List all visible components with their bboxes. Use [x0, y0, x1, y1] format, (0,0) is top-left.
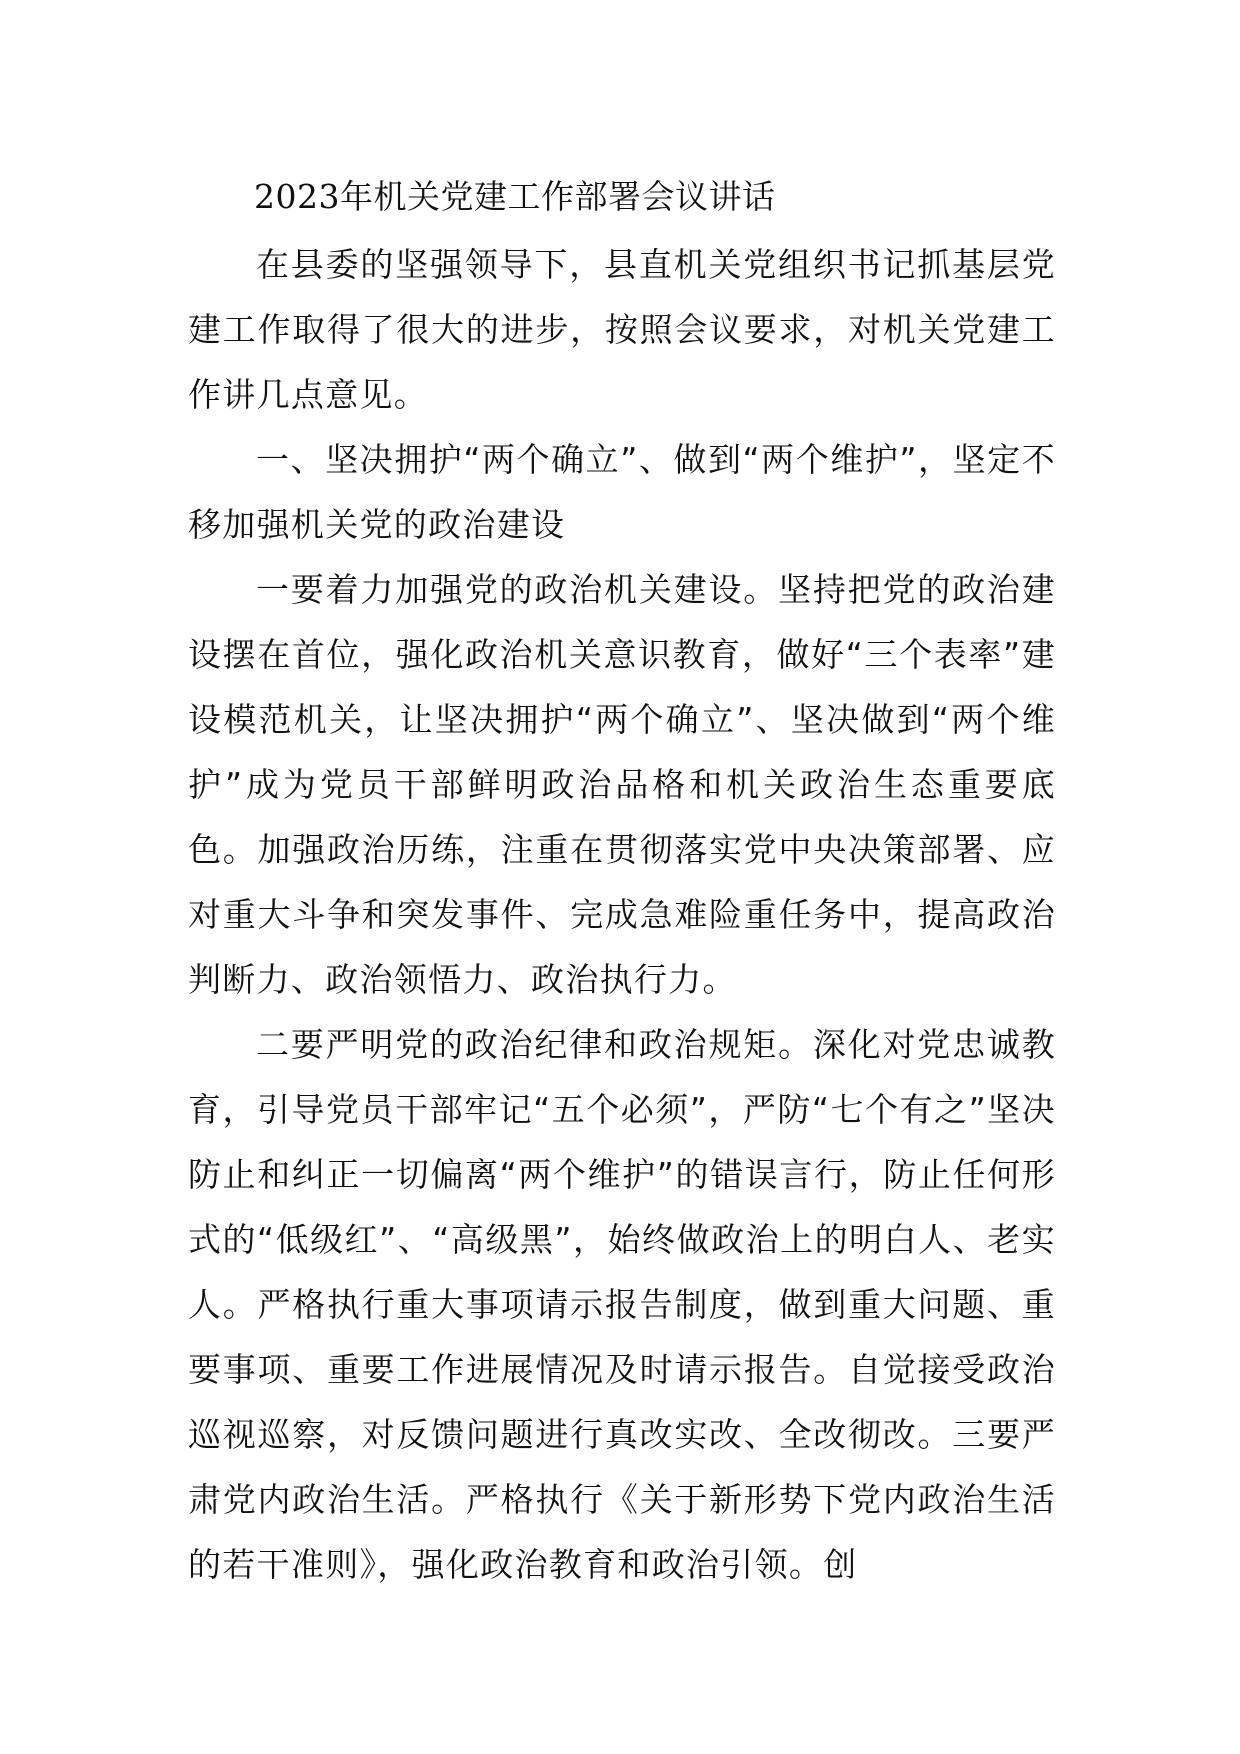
section-heading-1: 一、坚决拥护“两个确立”、做到“两个维护”，坚定不移加强机关党的政治建设	[188, 440, 1056, 544]
paragraph-political-organ: 一要着力加强党的政治机关建设。坚持把党的政治建设摆在首位，强化政治机关意识教育，做好“三个表率”建设模范机关，让坚决拥护“两个确立”、坚决做到“两个维护”成为党员干部鲜明政治品格和机关政治生态重要底色。加强政治历练，注重在贯彻落实党中央决策部署、应对重大斗争和突发事件、完成急难险重任务中，提高政治判断力、政治领悟力、政治执行力。	[188, 570, 1056, 999]
paragraph-political-discipline: 二要严明党的政治纪律和政治规矩。深化对党忠诚教育，引导党员干部牢记“五个必须”，严防“七个有之”坚决防止和纠正一切偏离“两个维护”的错误言行，防止任何形式的“低级红”、“高级黑”，始终做政治上的明白人、老实人。严格执行重大事项请示报告制度，做到重大问题、重要事项、重要工作进展情况及时请示报告。自觉接受政治巡视巡察，对反馈问题进行真改实改、全改彻改。三要严肃党内政治生活。严格执行《关于新形势下党内政治生活的若干准则》，强化政治教育和政治引领。创	[188, 1025, 1056, 1584]
document-title: 2023年机关党建工作部署会议讲话	[254, 177, 776, 216]
document-page	[188, 170, 1056, 1597]
paragraph-intro: 在县委的坚强领导下，县直机关党组织书记抓基层党建工作取得了很大的进步，按照会议要求，对机关党建工作讲几点意见。	[188, 245, 1056, 414]
